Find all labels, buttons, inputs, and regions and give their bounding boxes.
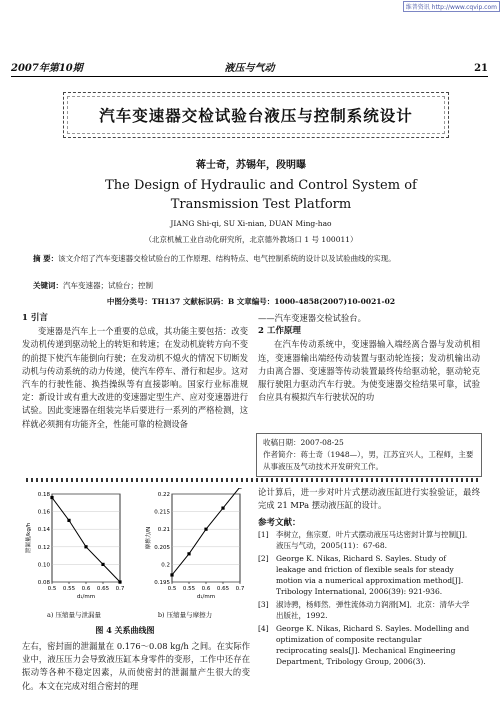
reference-item — [258, 529, 474, 551]
reference-number: [1] — [258, 530, 269, 539]
data-point — [204, 528, 207, 531]
y-tick-label: 0.14 — [37, 527, 50, 534]
reference-number: [2] — [258, 554, 269, 563]
y-tick-label: 0.12 — [37, 544, 50, 551]
section-divider — [26, 478, 478, 482]
y-tick-label: 0.18 — [37, 492, 50, 498]
principle-paragraph: 在汽车传动系统中，变速器输入端经离合器与发动机相连，变速器输出端经传动装置与驱动轮连接；发动机输出动力由离合器、变速器等传动装置最终传给驱动轮，驱动轮克服行驶阻力驱动汽车行驶。为使变速器交检结果可靠，试验台应具有模拟汽车行驶状况的功 — [258, 339, 480, 403]
conclusion-paragraph: 论计算后，进一步对叶片式摆动液压缸进行实验验证，最终完成 21 MPa 摆动液压缸的设计。 — [258, 487, 480, 511]
reference-text: 淑诗骋，杨师然．弹性流体动力润滑[M]．北京：清华大学出版社，1992. — [276, 600, 470, 620]
abstract-label: 摘 要： — [33, 254, 59, 263]
intro-continuation: ——汽车变速器交检试验台。 — [258, 313, 366, 323]
right-column — [258, 312, 480, 404]
x-tick-label: 0.55 — [62, 586, 76, 592]
x-tick-label: 0.7 — [115, 586, 125, 592]
authors: 蒋士奇，苏锡年，段明曝 — [196, 160, 306, 171]
paper-title: 汽车变速器交检试验台液压与控制系统设计 — [99, 107, 413, 125]
x-tick-label: 0.65 — [96, 586, 110, 592]
keywords — [33, 280, 466, 291]
data-point — [221, 506, 224, 509]
english-authors: JIANG Shi-qi, SU Xi-nian, DUAN Ming-hao — [170, 219, 332, 228]
data-point — [67, 519, 70, 522]
affiliation: （北京机械工业自动化研究所，北京德外教场口 1 号 100011） — [144, 235, 358, 244]
figure-caption: 图 4 关系曲线图 — [95, 625, 155, 635]
figure-4 — [22, 488, 252, 618]
y-tick-label: 0.21 — [157, 527, 170, 534]
data-point — [50, 496, 53, 499]
data-point — [101, 563, 104, 566]
data-point — [170, 573, 173, 576]
x-tick-label: 0.6 — [81, 586, 91, 592]
x-axis-label: d₁/mm — [196, 594, 216, 600]
abstract — [33, 252, 466, 265]
data-point — [187, 552, 190, 555]
y-tick-label: 0.2 — [161, 562, 170, 569]
x-tick-label: 0.5 — [167, 586, 177, 592]
plot-frame — [172, 494, 240, 582]
running-header — [11, 60, 488, 77]
intro-paragraph: 变速器是汽车上一个重要的总成，其功能主要包括：改变发动机传递到驱动轮上的转矩和转速；在发动机旋转方向不变的前提下使汽车能倒向行驶；在发动机不熄火的情况下切断发动机与传动系统的动力传递，使汽车停车、滑行和起步。这对汽车的行驶性能、换挡操纵等有直接影响。国家行业标准规定：新设计或有重大改进的变速器定型生产、应对变速器进行试验。因此变速器在组装完毕后要进行一系列的严格检测，这样就必须拥有功能齐全，性能可靠的检测设备 — [22, 326, 248, 429]
data-point — [118, 580, 121, 583]
received-date: 收稿日期：2007-08-25 — [263, 438, 344, 447]
watermark: 维普资讯 http://www.cqvip.com — [403, 1, 500, 12]
y-tick-label: 0.16 — [37, 509, 50, 516]
chart-a — [24, 492, 125, 600]
issue-label: 2007年第10期 — [11, 63, 83, 74]
x-tick-label: 0.7 — [235, 586, 245, 592]
y-axis-label: 泄漏量/kg/h — [26, 522, 32, 554]
keywords-text: 汽车变速器；试验台；控制 — [63, 281, 153, 290]
author-bio: 作者简介：蒋士奇（1948—），男，江苏宜兴人，工程师，主要从事液压及气动技术开发研究工作。 — [263, 450, 474, 471]
y-axis-label: 摩擦力/N — [146, 526, 152, 550]
reference-item — [258, 553, 474, 597]
abstract-text: 该文介绍了汽车变速器交检试验台的工作原理、结构特点、电气控制系统的设计以及试验曲线的实现。 — [58, 254, 396, 263]
data-point — [238, 488, 241, 489]
left-column — [22, 312, 248, 431]
section-intro-heading: 1 引言 — [22, 313, 48, 323]
section-principle-heading: 2 工作原理 — [258, 326, 301, 337]
chart-b — [144, 488, 245, 600]
references-heading: 参考文献： — [258, 518, 301, 528]
reference-number: [4] — [258, 624, 269, 633]
reference-item — [258, 623, 474, 667]
page-number: 21 — [474, 63, 488, 74]
x-tick-label: 0.6 — [201, 586, 211, 592]
series-line — [52, 498, 120, 582]
chart-b-caption: b) 压缩量与摩擦力 — [157, 611, 213, 619]
journal-name: 液压与气动 — [224, 63, 275, 74]
x-axis-label: d₁/mm — [76, 594, 96, 600]
keywords-label: 关键词： — [33, 281, 63, 290]
y-tick-label: 0.195 — [154, 580, 170, 586]
reference-text: George K. Nikas, Richard S. Sayles. Modelling and optimization of composite rectangular reciprocating seals[J]. Mechanical Engineering Department, Tribology Group, 2006(3). — [276, 624, 470, 666]
x-tick-label: 0.65 — [216, 586, 230, 592]
x-tick-label: 0.55 — [182, 586, 196, 592]
english-title: The Design of Hydraulic and Control System of Transmission Test Platform — [105, 178, 417, 212]
reference-text: 李树立，焦宗夏．叶片式摆动液压马达密封计算与控制[J]．液压与气动，2005(11)：67-68. — [276, 530, 473, 550]
classification-line: 中图分类号：TH137 文献标识码：B 文章编号：1000-4858(2007)10-0021-02 — [106, 297, 396, 306]
bottom-left-paragraph: 左右，密封面的泄漏量在 0.176～0.08 kg/h 之间。在实际作业中，液压压力会导致液压缸本身零件的变形，工作中还存在振动等各种不稳定因素，从而使密封的泄漏量产生很大的变化。本文在完成对组合密封的理 — [22, 641, 250, 691]
title-frame — [63, 92, 449, 138]
reference-number: [3] — [258, 600, 269, 609]
chart-a-caption: a) 压缩量与泄漏量 — [47, 611, 101, 619]
info-box — [256, 433, 482, 477]
y-tick-label: 0.08 — [37, 580, 50, 586]
y-tick-label: 0.10 — [37, 562, 50, 569]
reference-list — [258, 529, 474, 667]
reference-item — [258, 599, 474, 621]
x-tick-label: 0.5 — [47, 586, 57, 592]
plot-frame — [52, 494, 120, 582]
y-tick-label: 0.205 — [154, 544, 170, 551]
references — [258, 518, 474, 669]
y-tick-label: 0.215 — [154, 509, 170, 516]
data-point — [84, 545, 87, 548]
y-tick-label: 0.22 — [157, 492, 170, 498]
series-line — [172, 488, 240, 575]
reference-text: George K. Nikas, Richard S. Sayles. Study of leakage and friction of flexible seals for steady motion via a numerical approximation method[J]. Tribology International, 2006(39): 921-936. — [276, 554, 464, 596]
